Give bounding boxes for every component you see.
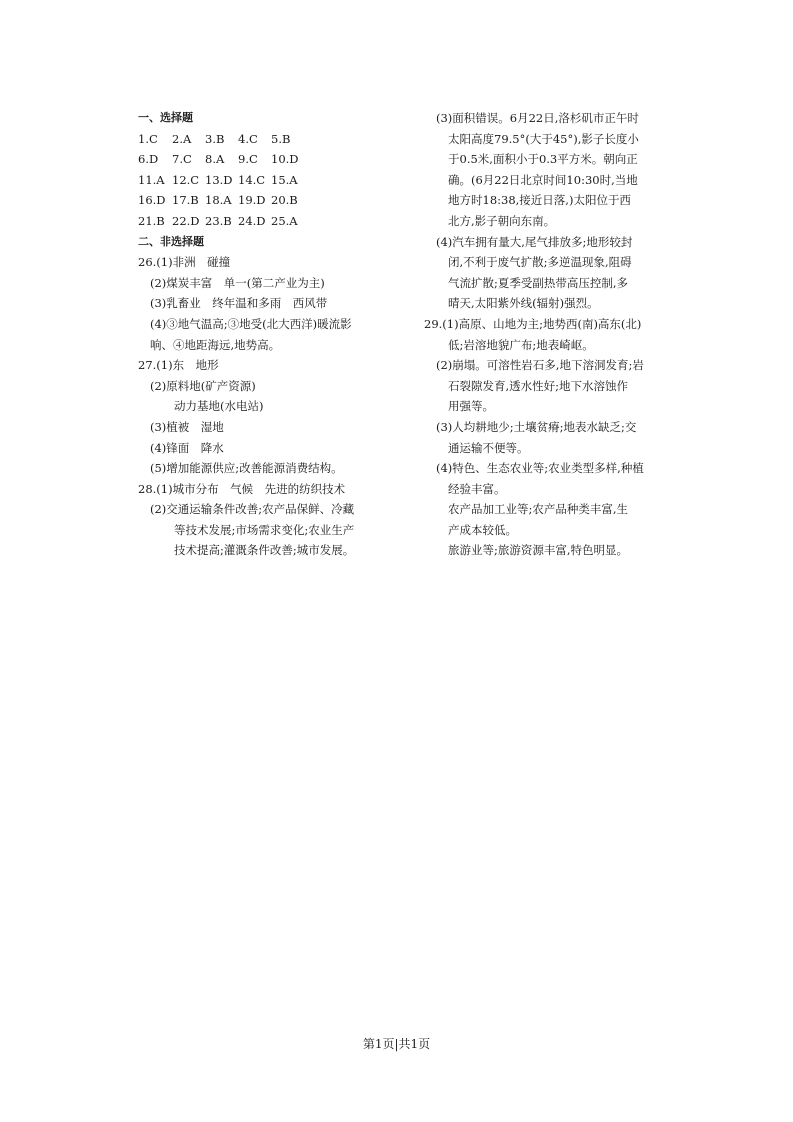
answer-line: 通运输不便等。 [448, 440, 529, 455]
mc-answer: 2.A [172, 131, 192, 146]
mc-answer: 24.D [238, 213, 266, 228]
answer-line: 确。(6月22日北京时间10:30时,当地 [448, 172, 638, 187]
mc-row [138, 129, 400, 150]
page-footer: 第1页|共1页 [362, 1037, 431, 1051]
mc-answer: 1.C [138, 131, 158, 146]
mc-answer: 16.D [138, 193, 166, 208]
right-answer-lines [424, 108, 664, 561]
answer-line: 产成本较低。 [448, 522, 517, 537]
mc-answer: 9.C [238, 152, 258, 167]
answer-line: 27.(1)东 地形 [138, 358, 219, 373]
answer-line: 26.(1)非洲 碰撞 [138, 255, 231, 270]
answer-line: (4)③地气温高;③地受(北大西洋)暖流影 [150, 316, 352, 331]
section-title-non-choice: 二、非选择题 [138, 234, 204, 248]
answer-line: (3)面积错误。6月22日,洛杉矶市正午时 [436, 111, 639, 125]
answer-line: 28.(1)城市分布 气候 先进的纺织技术 [138, 481, 346, 496]
answer-line: (3)植被 湿地 [150, 419, 224, 434]
mc-answer: 19.D [238, 193, 266, 208]
answer-line: 闭,不利于废气扩散;多逆温现象,阻碍 [448, 255, 632, 270]
answer-line: 用强等。 [448, 399, 494, 414]
answer-line: (2)煤炭丰富 单一(第二产业为主) [150, 275, 325, 290]
mc-answer: 11.A [138, 172, 165, 187]
answer-line: 北方,影子朝向东南。 [448, 213, 556, 228]
answer-line: 旅游业等;旅游资源丰富,特色明显。 [448, 543, 629, 558]
mc-answer: 10.D [271, 152, 299, 167]
mc-answer: 23.B [205, 213, 232, 228]
answer-line: 低;岩溶地貌广布;地表崎岖。 [448, 337, 594, 352]
answer-line: 响、④地距海远,地势高。 [150, 337, 281, 352]
answer-line: (4)汽车拥有量大,尾气排放多;地形较封 [436, 234, 633, 249]
answer-line: 气流扩散;夏季受副热带高压控制,多 [448, 275, 629, 290]
answer-line: 动力基地(水电站) [174, 399, 264, 414]
answer-line: (2)原料地(矿产资源) [150, 378, 256, 393]
mc-answer: 20.B [271, 193, 298, 208]
left-column [138, 108, 400, 561]
mc-answer: 25.A [271, 213, 298, 228]
answer-line: 等技术发展;市场需求变化;农业生产 [174, 522, 355, 537]
answer-line: 于0.5米,面积小于0.3平方米。朝向正 [448, 152, 638, 167]
mc-answer: 18.A [205, 193, 232, 208]
mc-answer: 7.C [172, 152, 192, 167]
mc-answer: 22.D [172, 213, 200, 228]
answer-line: 技术提高;灌溉条件改善;城市发展。 [174, 543, 355, 558]
mc-answer: 6.D [138, 152, 159, 167]
mc-answer: 12.C [172, 172, 200, 187]
answer-line: (4)特色、生态农业等;农业类型多样,种植 [436, 461, 644, 476]
mc-answer: 14.C [238, 172, 266, 187]
answer-line: (3)乳畜业 终年温和多雨 西风带 [150, 296, 328, 311]
mc-answer: 5.B [271, 131, 291, 146]
mc-answer: 13.D [205, 172, 233, 187]
mc-row [138, 211, 400, 232]
mc-row [138, 190, 400, 211]
left-answer-lines [138, 252, 400, 561]
right-column [424, 108, 664, 561]
mc-answer: 21.B [138, 213, 165, 228]
mc-answer: 15.A [271, 172, 298, 187]
answer-line: 地方时18:38,接近日落,)太阳位于西 [448, 193, 631, 208]
mc-row [138, 149, 400, 170]
answer-line: 29.(1)高原、山地为主;地势西(南)高东(北) [424, 316, 642, 331]
answer-line: 经验丰富。 [448, 481, 506, 496]
mc-row [138, 170, 400, 191]
answer-line: (2)交通运输条件改善;农产品保鲜、冷藏 [150, 502, 355, 517]
mc-answer: 17.B [172, 193, 199, 208]
mc-answer: 8.A [205, 152, 225, 167]
multiple-choice-answers [138, 129, 400, 232]
answer-line: 晴天,太阳紫外线(辐射)强烈。 [448, 296, 599, 311]
mc-answer: 3.B [205, 131, 225, 146]
section-title-multiple-choice: 一、选择题 [138, 111, 193, 124]
answer-line: (2)崩塌。可溶性岩石多,地下溶洞发育;岩 [436, 358, 644, 373]
answer-line: 太阳高度79.5°(大于45°),影子长度小 [448, 131, 639, 146]
answer-line: 农产品加工业等;农产品种类丰富,生 [448, 502, 629, 517]
answer-line: (4)锋面 降水 [150, 440, 224, 455]
answer-line: (3)人均耕地少;土壤贫瘠;地表水缺乏;交 [436, 419, 637, 434]
answer-line: (5)增加能源供应;改善能源消费结构。 [150, 461, 343, 476]
answer-line: 石裂隙发育,透水性好;地下水溶蚀作 [448, 378, 629, 393]
mc-answer: 4.C [238, 131, 258, 146]
